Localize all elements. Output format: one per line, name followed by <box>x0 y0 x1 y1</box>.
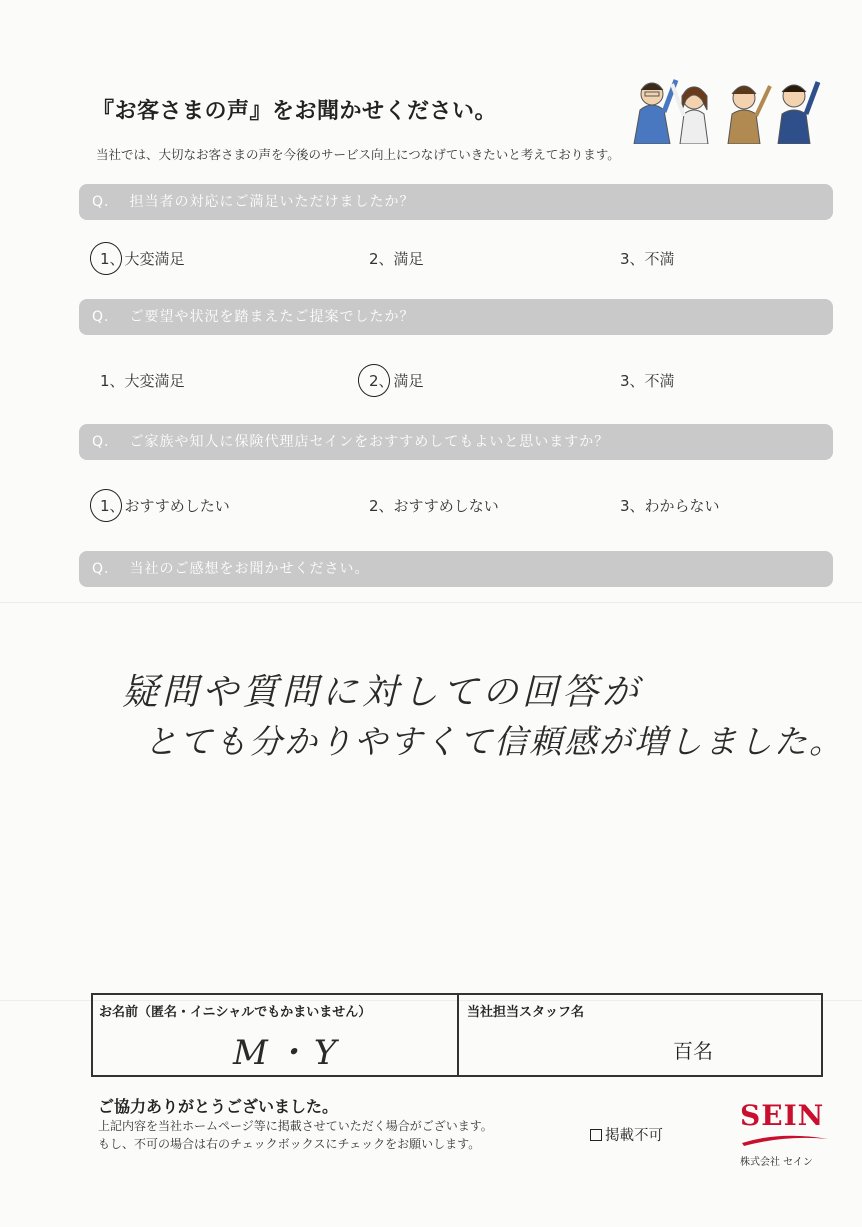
question-3-bar <box>79 424 833 460</box>
thanks-message: ご協力ありがとうございました。 <box>98 1097 339 1116</box>
question-1-text: 担当者の対応にご満足いただけましたか？ <box>129 194 415 210</box>
sein-logo <box>740 1099 830 1168</box>
logo-swoosh <box>740 1133 830 1147</box>
question-4-bar <box>79 551 833 587</box>
q2-option-1[interactable]: 1、大変満足 <box>100 372 185 390</box>
q1-option-1[interactable]: 1、大変満足 <box>100 250 185 268</box>
q1-option-3[interactable]: 3、不満 <box>620 250 675 268</box>
handwritten-comment-line-1: 疑問や質問に対しての回答が <box>122 672 643 713</box>
staff-label: 当社担当スタッフ名 <box>467 1005 585 1020</box>
question-2-text: ご要望や状況を踏まえたご提案でしたか？ <box>129 309 415 325</box>
cheering-people-illustration <box>632 70 822 144</box>
q2-option-2[interactable]: 2、満足 <box>369 372 424 390</box>
no-publish-option[interactable] <box>590 1124 663 1145</box>
publish-note-2: もし、不可の場合は右のチェックボックスにチェックをお願いします。 <box>98 1137 481 1151</box>
question-3-label: Q. <box>92 434 110 450</box>
question-3-text: ご家族や知人に保険代理店セインをおすすめしてもよいと思いますか？ <box>129 434 610 450</box>
staff-value[interactable]: 百名 <box>673 1039 713 1063</box>
name-value[interactable]: M・Y <box>233 1033 343 1073</box>
page-title: 『お客さまの声』をお聞かせください。 <box>92 99 498 124</box>
question-2-bar <box>79 299 833 335</box>
question-1-label: Q. <box>92 194 110 210</box>
no-publish-label: 掲載不可 <box>605 1128 663 1144</box>
page-subtitle: 当社では、大切なお客さまの声を今後のサービス向上につなげていきたいと考えております。 <box>96 147 620 162</box>
question-2-label: Q. <box>92 309 110 325</box>
box-divider <box>457 995 459 1075</box>
no-publish-checkbox[interactable] <box>590 1129 602 1141</box>
question-1-bar <box>79 184 833 220</box>
q2-option-3[interactable]: 3、不満 <box>620 372 675 390</box>
question-4-label: Q. <box>92 561 110 577</box>
q3-option-3[interactable]: 3、わからない <box>620 497 720 515</box>
handwritten-comment-line-2: とても分かりやすくて信頼感が増しました。 <box>144 722 844 761</box>
question-4-text: 当社のご感想をお聞かせください。 <box>129 561 370 577</box>
name-label: お名前（匿名・イニシャルでもかまいません） <box>99 1005 372 1020</box>
q3-option-1[interactable]: 1、おすすめしたい <box>100 497 230 515</box>
name-staff-box <box>91 993 823 1077</box>
paper-fold <box>0 602 862 603</box>
company-name: 株式会社 セイン <box>740 1157 813 1168</box>
publish-note-1: 上記内容を当社ホームページ等に掲載させていただく場合がございます。 <box>98 1119 493 1133</box>
q3-option-2[interactable]: 2、おすすめしない <box>369 497 499 515</box>
q1-option-2[interactable]: 2、満足 <box>369 250 424 268</box>
logo-wordmark: SEIN <box>740 1099 825 1132</box>
